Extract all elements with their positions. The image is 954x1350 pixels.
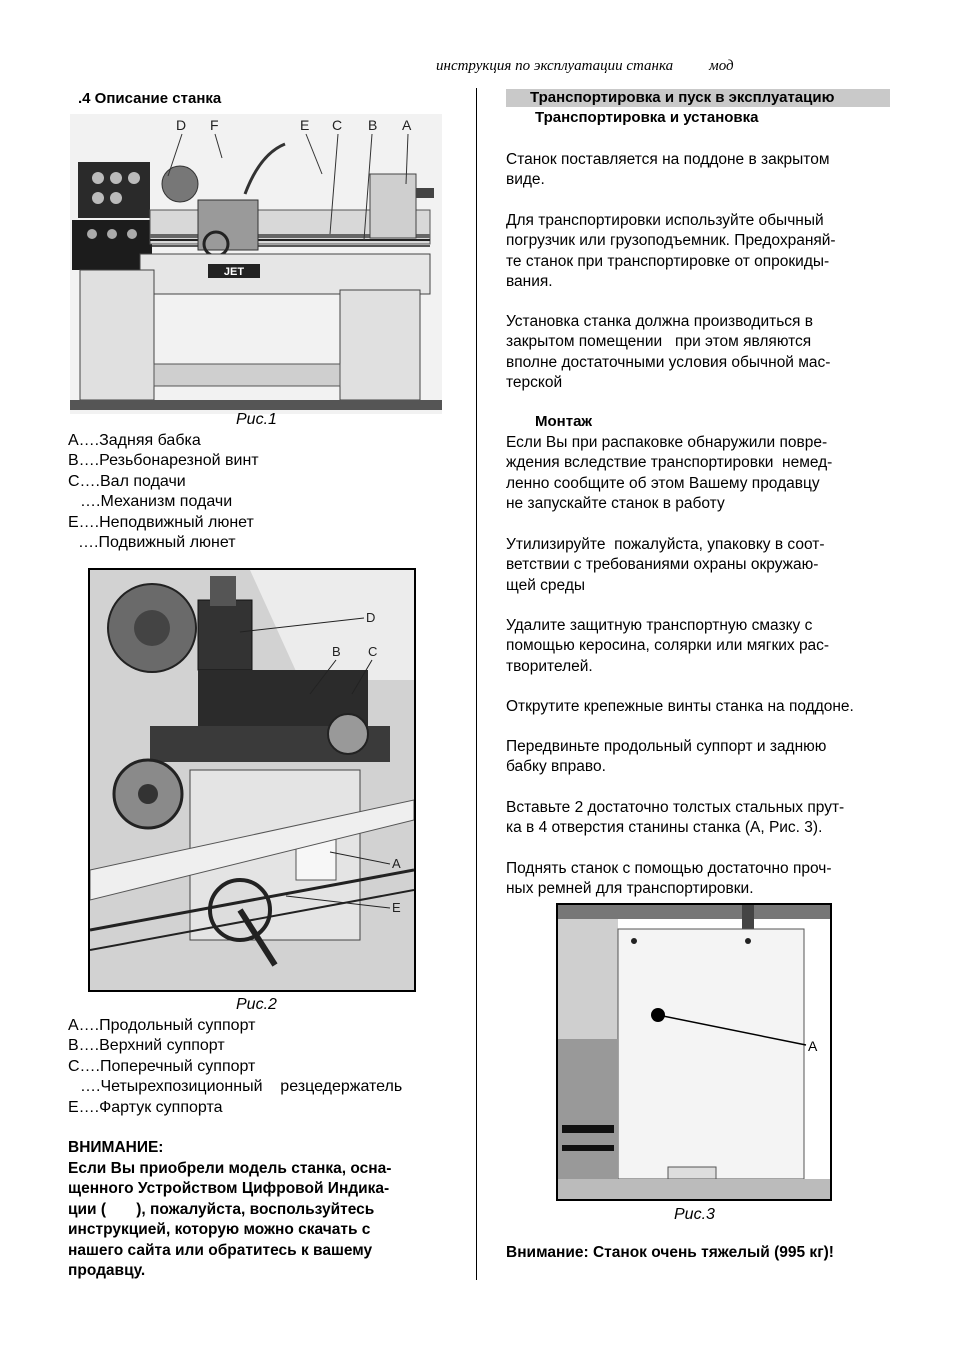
paragraph-line: Станок поставляется на поддоне в закрытом xyxy=(506,151,830,168)
paragraph-line: Вставьте 2 достаточно толстых стальных прут- xyxy=(506,799,845,816)
warning-line: продавцу. xyxy=(68,1262,146,1279)
figure-2-legend xyxy=(68,1016,402,1118)
fig1-callout-b: B xyxy=(368,117,378,133)
paragraph-line: закрытом помещении при этом являются xyxy=(506,333,812,351)
paragraph-line: терской xyxy=(506,373,563,391)
paragraph-line: погрузчик или грузоподъемник. Предохраняй- xyxy=(506,232,836,250)
subsection-title-montage: Монтаж xyxy=(535,413,593,430)
paragraph-line: ждения вследствие транспортировки немед- xyxy=(506,454,833,472)
paragraph-line: Установка станка должна производиться в xyxy=(506,313,813,330)
paragraph-line: щей среды xyxy=(506,576,585,594)
paragraph-line: виде. xyxy=(506,171,545,189)
paragraph xyxy=(506,859,906,900)
figure-1-caption: Рис.1 xyxy=(236,411,277,428)
warning-line: щенного Устройством Цифровой Индика- xyxy=(68,1180,390,1197)
legend-item: C….Вал подачи xyxy=(68,472,186,490)
paragraph-line: не запускайте станок в работу xyxy=(506,494,725,512)
fig2-callout-d: D xyxy=(366,610,376,625)
paragraph-line: ных ремней для транспортировки. xyxy=(506,880,754,898)
figure-3-base xyxy=(556,903,832,1201)
legend-item: E….Неподвижный люнет xyxy=(68,513,254,531)
fig3-callout-a: A xyxy=(808,1038,818,1054)
paragraph-line: ленно сообщите об этом Вашему продавцу xyxy=(506,474,820,492)
paragraph xyxy=(506,616,906,677)
paragraph-line: Для транспортировки используйте обычный xyxy=(506,212,824,229)
fig1-callout-e: E xyxy=(300,117,310,133)
figure-2-carriage xyxy=(88,568,416,992)
paragraph xyxy=(506,433,906,514)
paragraph-line: помощью керосина, солярки или мягких рас- xyxy=(506,637,830,655)
warning-line: нашего сайта или обратитесь к вашему xyxy=(68,1241,373,1259)
fig2-callout-a: A xyxy=(392,856,401,871)
legend-item: ….Подвижный люнет xyxy=(78,534,236,552)
legend-item: ….Четырехпозиционный резцедержатель xyxy=(80,1078,403,1096)
fig1-callout-d: D xyxy=(176,117,187,133)
paragraph-line: бабку вправо. xyxy=(506,758,606,776)
warning-block xyxy=(68,1138,391,1282)
brand-label: JET xyxy=(223,266,245,278)
figure-2-caption: Рис.2 xyxy=(236,996,277,1013)
fig1-callout-c: C xyxy=(332,117,343,133)
warning-title: ВНИМАНИЕ: xyxy=(68,1139,164,1156)
paragraph xyxy=(506,798,906,839)
paragraph-line: ветствии с требованиями охраны окружаю- xyxy=(506,556,819,574)
subsection-title-transport: Транспортировка и установка xyxy=(535,109,759,126)
paragraph xyxy=(506,150,906,191)
legend-item: E….Фартук суппорта xyxy=(68,1098,223,1116)
paragraph xyxy=(506,211,906,292)
fig1-callout-f: F xyxy=(210,117,219,133)
paragraph xyxy=(506,737,906,778)
paragraph xyxy=(506,697,906,717)
legend-item: B….Резьбонарезной винт xyxy=(68,452,259,470)
paragraph-line: Поднять станок с помощью достаточно проч- xyxy=(506,860,832,877)
figure-1-lathe xyxy=(70,114,442,414)
paragraph-line: Если Вы при распаковке обнаружили повре- xyxy=(506,434,828,451)
paragraph-line: Передвиньте продольный суппорт и заднюю xyxy=(506,738,827,755)
paragraph-line: Открутите крепежные винты станка на поддоне. xyxy=(506,698,854,715)
section-title-transport: Транспортировка и пуск в эксплуатацию xyxy=(506,89,890,107)
legend-item: B….Верхний суппорт xyxy=(68,1037,225,1055)
paragraph xyxy=(506,535,906,596)
paragraph-line: творителей. xyxy=(506,657,593,675)
paragraph-line: Удалите защитную транспортную смазку с xyxy=(506,617,813,634)
paragraph-line: вполне достаточными условия обычной мас- xyxy=(506,353,831,371)
paragraph-line: вания. xyxy=(506,272,553,290)
warning-line: инструкцией, которую можно скачать с xyxy=(68,1221,371,1238)
paragraph-line: те станок при транспортировке от опрокиды- xyxy=(506,252,830,270)
header-model: мод xyxy=(709,58,734,74)
fig2-callout-e: E xyxy=(392,900,401,915)
header-title: инструкция по эксплуатации станка xyxy=(436,58,674,74)
page-header xyxy=(436,58,734,75)
legend-item: A….Продольный суппорт xyxy=(68,1017,256,1034)
carriage-illustration xyxy=(90,570,414,990)
headstock xyxy=(78,162,150,218)
fig2-callout-c: C xyxy=(368,644,378,659)
final-warning: Внимание: Станок очень тяжелый (995 кг)! xyxy=(506,1244,834,1261)
lathe-illustration xyxy=(70,114,442,414)
fig1-callout-a: A xyxy=(402,117,412,133)
column-divider xyxy=(476,88,477,1280)
paragraph-line: ка в 4 отверстия станины станка (A, Рис. 3). xyxy=(506,819,823,837)
warning-line: Если Вы приобрели модель станка, осна- xyxy=(68,1159,392,1177)
legend-item: A….Задняя бабка xyxy=(68,432,201,449)
legend-item: ….Механизм подачи xyxy=(80,493,233,511)
base-illustration xyxy=(558,905,830,1199)
warning-line: ции ( ), пожалуйста, воспользуйтесь xyxy=(68,1200,375,1218)
legend-item: C….Поперечный суппорт xyxy=(68,1057,256,1075)
paragraph-line: Утилизируйте пожалуйста, упаковку в соот- xyxy=(506,536,825,553)
fig2-callout-b: B xyxy=(332,644,341,659)
paragraph xyxy=(506,312,906,393)
figure-3-caption: Рис.3 xyxy=(674,1206,715,1223)
figure-1-legend xyxy=(68,431,259,553)
section-title-description: .4 Описание станка xyxy=(78,90,222,107)
